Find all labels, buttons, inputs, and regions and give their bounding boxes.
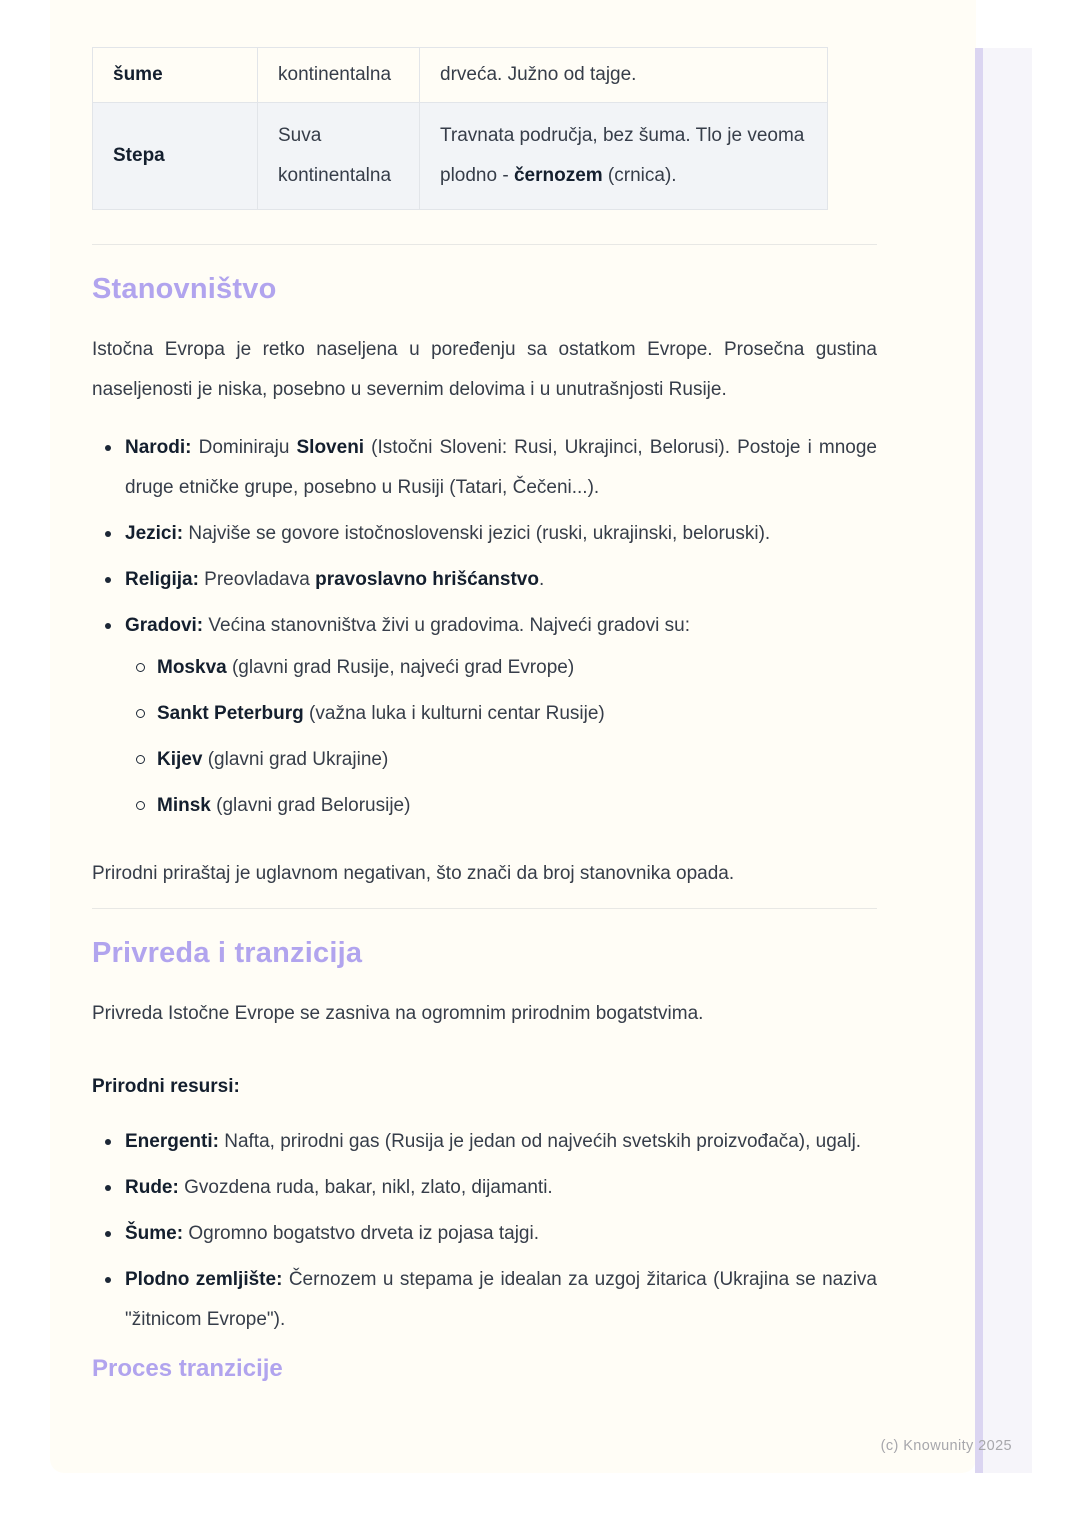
- subheading-proces-tranzicije: Proces tranzicije: [92, 1355, 283, 1382]
- list-item-jezici: Jezici: Najviše se govore istočnoslovenski jezici (ruski, ukrajinski, beloruski).: [92, 514, 877, 554]
- resources-bullet-list: [92, 1122, 877, 1340]
- table-cell-description: Travnata područja, bez šuma. Tlo je veoma plodno - černozem (crnica).: [420, 103, 828, 210]
- list-item-minsk: Minsk (glavni grad Belorusije): [125, 786, 877, 826]
- table-row: [93, 48, 828, 103]
- section-divider: [92, 244, 877, 245]
- section-heading-privreda: Privreda i tranzicija: [92, 937, 363, 969]
- cities-sub-list: [125, 648, 877, 826]
- list-item-rude: Rude: Gvozdena ruda, bakar, nikl, zlato, dijamanti.: [92, 1168, 877, 1208]
- list-item-plodno-zemljiste: Plodno zemljište: Černozem u stepama je idealan za uzgoj žitarica (Ukrajina se naziva "žitnicom Evrope").: [92, 1260, 877, 1340]
- table-cell-climate: Suva kontinentalna: [258, 103, 420, 210]
- list-item-gradovi-text: Gradovi: Većina stanovništva živi u gradovima. Najveći gradovi su:: [125, 615, 690, 636]
- table-cell-description: drveća. Južno od tajge.: [420, 48, 828, 103]
- list-item-moskva: Moskva (glavni grad Rusije, najveći grad Evrope): [125, 648, 877, 688]
- table-cell-zone: šume: [93, 48, 258, 103]
- label-prirodni-resursi: Prirodni resursi:: [92, 1076, 240, 1097]
- paragraph-economy-intro: Privreda Istočne Evrope se zasniva na ogromnim prirodnim bogatstvima.: [92, 1003, 704, 1024]
- paragraph-population-intro: Istočna Evropa je retko naseljena u poređenju sa ostatkom Evrope. Prosečna gustina naseljenosti je niska, posebno u severnim delovima i u unutrašnjosti Rusije.: [92, 339, 877, 400]
- list-item-sankt-peterburg: Sankt Peterburg (važna luka i kulturni centar Rusije): [125, 694, 877, 734]
- table-cell-climate: kontinentalna: [258, 48, 420, 103]
- list-item-energenti: Energenti: Nafta, prirodni gas (Rusija je jedan od najvećih svetskih proizvođača), ugalj.: [92, 1122, 877, 1162]
- section-heading-stanovnistvo: Stanovništvo: [92, 273, 277, 305]
- list-item-kijev: Kijev (glavni grad Ukrajine): [125, 740, 877, 780]
- section-divider: [92, 908, 877, 909]
- list-item-gradovi: [92, 606, 877, 826]
- list-item-sume: Šume: Ogromno bogatstvo drveta iz pojasa tajgi.: [92, 1214, 877, 1254]
- paragraph-population-outro: Prirodni priraštaj je uglavnom negativan, što znači da broj stanovnika opada.: [92, 863, 735, 884]
- table-cell-zone: Stepa: [93, 103, 258, 210]
- list-item-narodi: Narodi: Dominiraju Sloveni (Istočni Sloveni: Rusi, Ukrajinci, Belorusi). Postoje i mnoge druge etničke grupe, posebno u Rusiji (Tatari, Čečeni...).: [92, 428, 877, 508]
- climate-table: [92, 47, 828, 210]
- document-page: [50, 0, 976, 1473]
- table-row: [93, 103, 828, 210]
- list-item-religija: Religija: Preovladava pravoslavno hrišćanstvo.: [92, 560, 877, 600]
- right-side-panel: [983, 48, 1032, 1473]
- watermark: (c) Knowunity 2025: [880, 1438, 1012, 1454]
- page-edge-stripe: [975, 48, 983, 1473]
- population-bullet-list: [92, 428, 877, 826]
